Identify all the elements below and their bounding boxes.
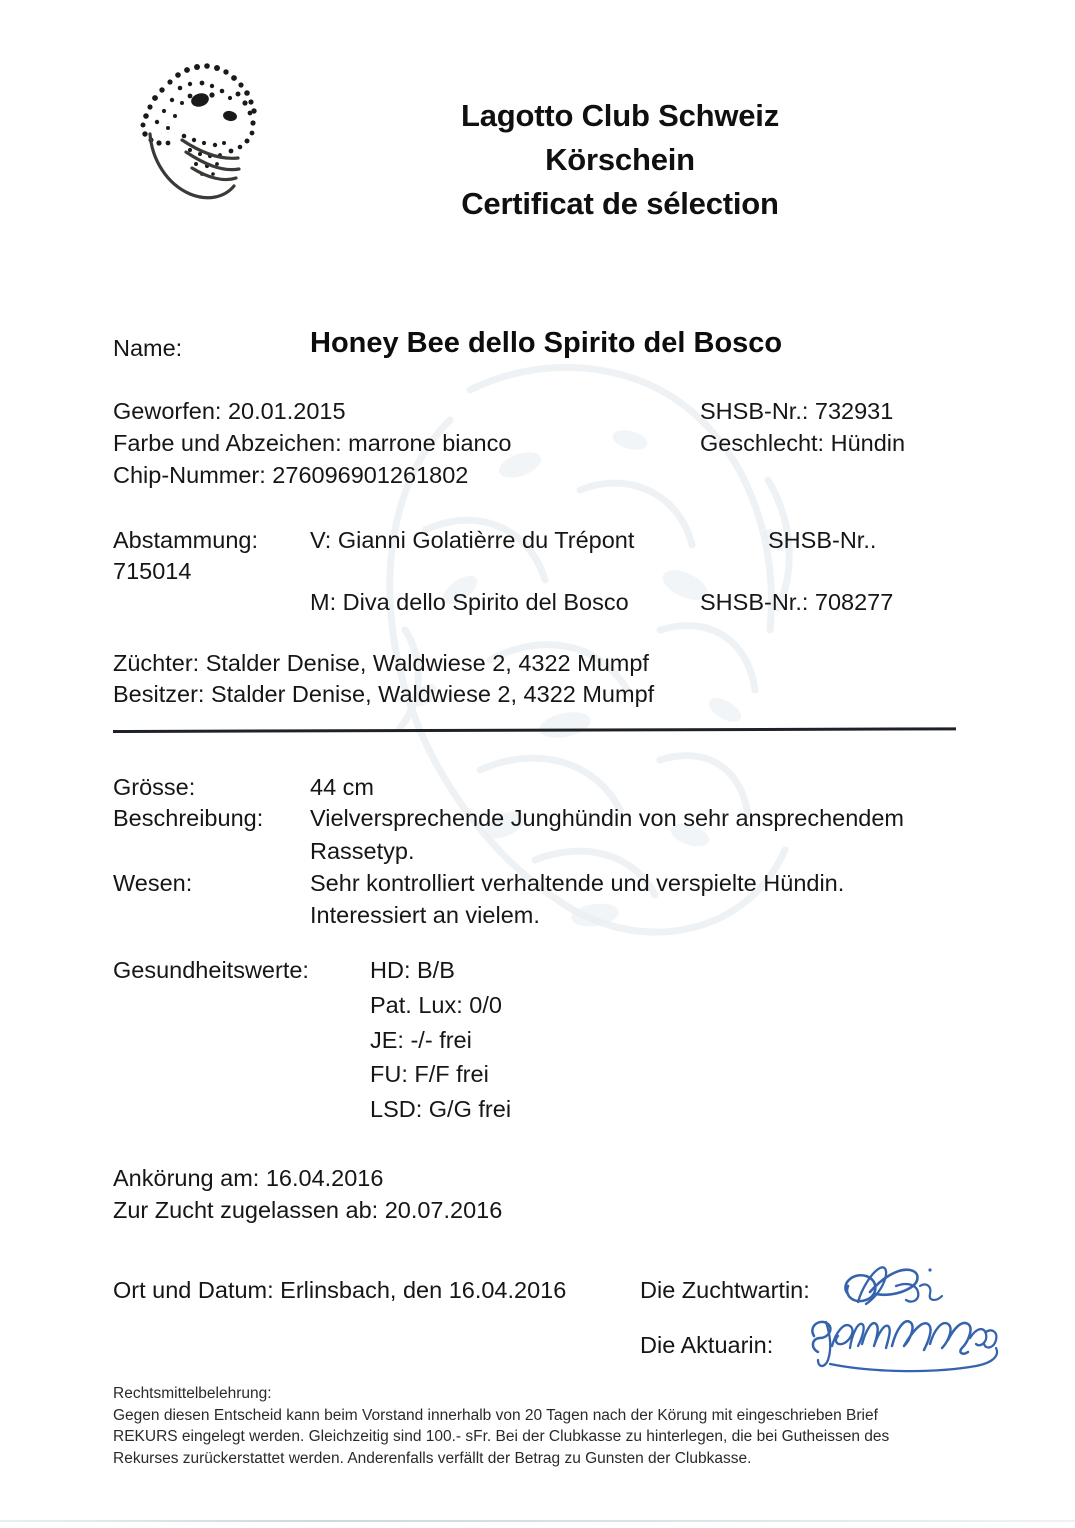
legal-notice-line-3: Rekurses zurückerstattet werden. Anderenfalls verfällt der Betrag zu Gunsten der Clubkasse. (113, 1449, 752, 1467)
description-line-2: Rassetyp. (310, 838, 415, 864)
born-line: Geworfen: 20.01.2015 (113, 398, 346, 424)
color-markings-line: Farbe und Abzeichen: marrone bianco (113, 430, 512, 456)
section-divider (113, 727, 956, 733)
handwritten-signatures (800, 1252, 1035, 1377)
certificate-title-fr: Certificat de sélection (461, 186, 779, 221)
name-label: Name: (113, 335, 183, 361)
health-value-pat-lux: Pat. Lux: 0/0 (370, 992, 502, 1018)
health-value-je: JE: -/- frei (370, 1027, 472, 1053)
breed-warden-label: Die Zuchtwartin: (640, 1277, 810, 1303)
health-value-lsd: LSD: G/G frei (370, 1096, 512, 1122)
sire-name: V: Gianni Golatièrre du Trépont (310, 527, 635, 553)
size-value: 44 cm (310, 774, 374, 800)
legal-notice-line-2: REKURS eingelegt werden. Gleichzeitig sind 100.- sFr. Bei der Clubkasse zu hinterlegen, die bei Gutheissen des (113, 1428, 890, 1445)
description-line-1: Vielversprechende Junghündin von sehr ansprechendem (310, 805, 904, 831)
size-label: Grösse: (113, 774, 196, 800)
selection-date-line: Ankörung am: 16.04.2016 (113, 1165, 384, 1191)
place-and-date-line: Ort und Datum: Erlinsbach, den 16.04.2016 (113, 1277, 567, 1303)
actuary-label: Die Aktuarin: (640, 1332, 774, 1358)
scan-edge-artifact (0, 1520, 1075, 1522)
temperament-line-1: Sehr kontrolliert verhaltende und verspielte Hündin. (310, 870, 845, 896)
health-value-hd: HD: B/B (370, 957, 455, 983)
breeding-approval-date-line: Zur Zucht zugelassen ab: 20.07.2016 (113, 1197, 503, 1223)
legal-notice-title: Rechtsmittelbelehrung: (113, 1385, 272, 1402)
shsb-number-line: SHSB-Nr.: 732931 (700, 398, 894, 424)
health-values-label: Gesundheitswerte: (113, 957, 309, 983)
sire-shsb-overflow: 715014 (113, 558, 192, 584)
description-label: Beschreibung: (113, 805, 264, 831)
temperament-line-2: Interessiert an vielem. (310, 902, 540, 928)
club-logo-icon (112, 48, 297, 213)
legal-notice (113, 1383, 983, 1469)
pedigree-label: Abstammung: (113, 527, 258, 553)
temperament-label: Wesen: (113, 870, 193, 896)
legal-notice-line-1: Gegen diesen Entscheid kann beim Vorstand innerhalb von 20 Tagen nach der Körung mit eingeschrieben Brief (113, 1406, 878, 1424)
club-title: Lagotto Club Schweiz (460, 98, 780, 133)
dog-name-value: Honey Bee dello Spirito del Bosco (310, 327, 783, 359)
chip-number-line: Chip-Nummer: 276096901261802 (113, 462, 469, 488)
sire-shsb-label: SHSB-Nr.. (768, 527, 877, 553)
dam-name: M: Diva dello Spirito del Bosco (310, 589, 629, 615)
health-value-fu: FU: F/F frei (370, 1061, 489, 1087)
dam-shsb: SHSB-Nr.: 708277 (700, 589, 894, 615)
owner-line: Besitzer: Stalder Denise, Waldwiese 2, 4322 Mumpf (113, 681, 655, 707)
certificate-title-de: Körschein (545, 142, 695, 177)
breeder-line: Züchter: Stalder Denise, Waldwiese 2, 4322 Mumpf (113, 650, 649, 676)
sex-line: Geschlecht: Hündin (700, 430, 906, 456)
